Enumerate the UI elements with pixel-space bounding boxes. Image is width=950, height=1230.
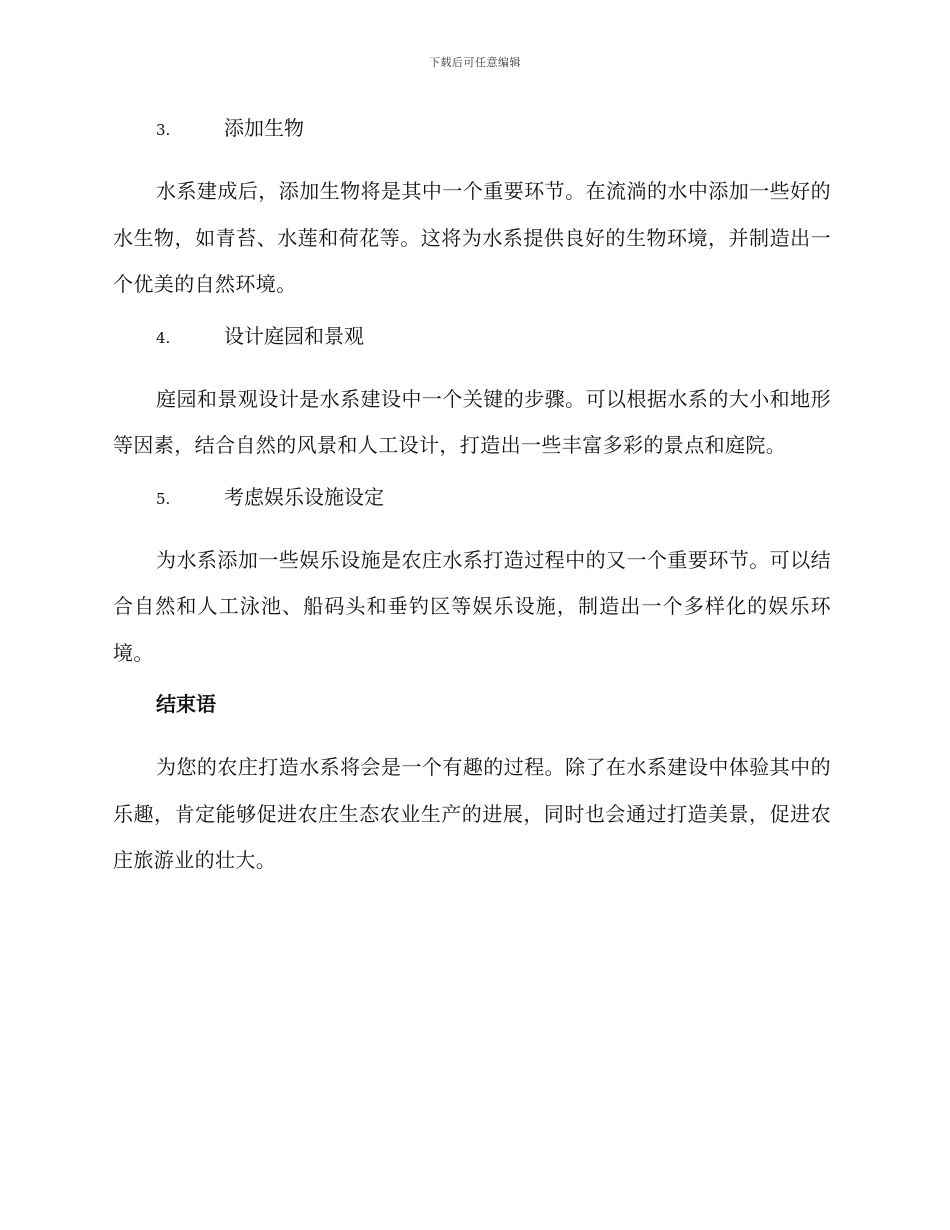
section-title: 考虑娱乐设施设定 [224, 484, 384, 509]
section-paragraph-3: 水系建成后，添加生物将是其中一个重要环节。在流淌的水中添加一些好的水生物，如青苔、水莲和荷花等。这将为水系提供良好的生物环境，并制造出一个优美的自然环境。 [113, 179, 831, 296]
section-number: 4. [156, 328, 171, 347]
section-heading-3 [113, 112, 831, 144]
page-header: 下载后可任意编辑 [429, 56, 521, 69]
section-title: 设计庭园和景观 [224, 323, 364, 348]
section-title: 添加生物 [224, 116, 304, 140]
section-number: 5. [156, 489, 171, 508]
section-heading-5 [113, 481, 831, 513]
section-number: 3. [156, 121, 171, 139]
conclusion-paragraph: 为您的农庄打造水系将会是一个有趣的过程。除了在水系建设中体验其中的乐趣，肯定能够促进农庄生态农业生产的进展，同时也会通过打造美景，促进农庄旅游业的壮大。 [113, 755, 831, 872]
section-paragraph-4: 庭园和景观设计是水系建设中一个关键的步骤。可以根据水系的大小和地形等因素，结合自然的风景和人工设计，打造出一些丰富多彩的景点和庭院。 [113, 386, 831, 457]
document-body [113, 112, 831, 884]
section-heading-4 [113, 320, 831, 352]
section-paragraph-5: 为水系添加一些娱乐设施是农庄水系打造过程中的又一个重要环节。可以结合自然和人工泳池、船码头和垂钓区等娱乐设施，制造出一个多样化的娱乐环境。 [113, 547, 831, 665]
conclusion-heading: 结束语 [156, 692, 216, 716]
